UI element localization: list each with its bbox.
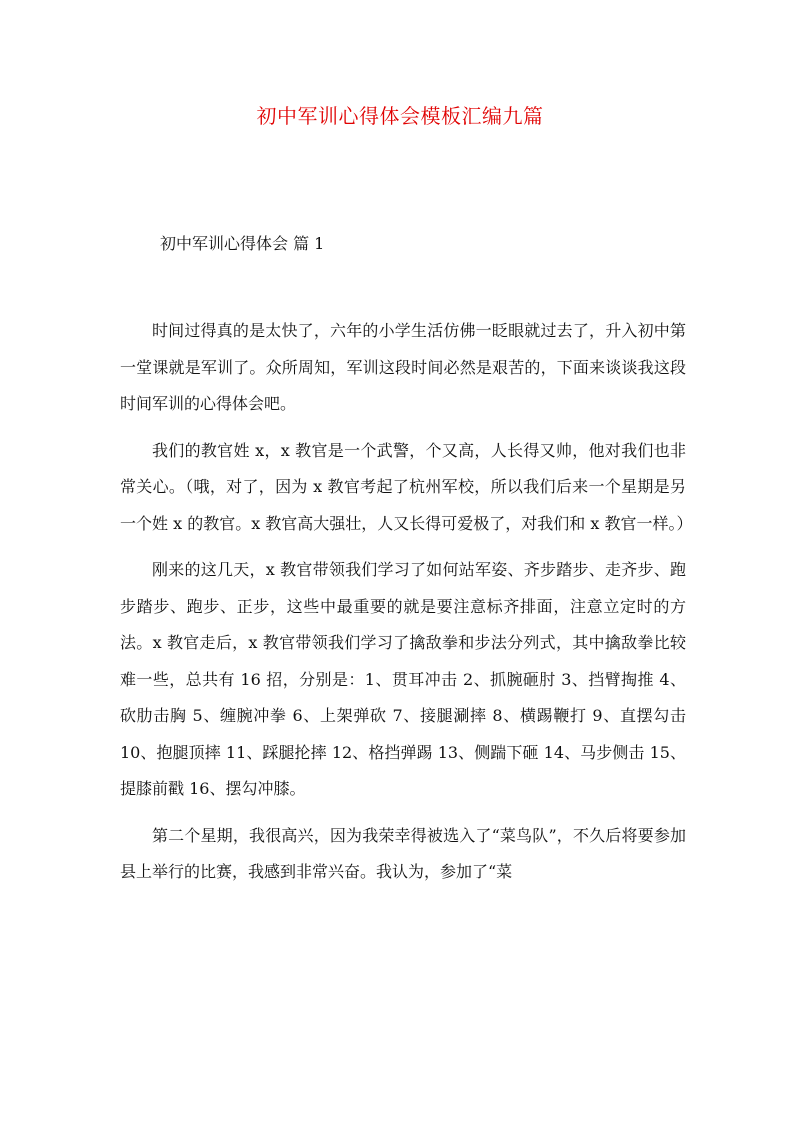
section-heading: 初中军训心得体会 篇 1: [160, 234, 325, 253]
document-title: 初中军训心得体会模板汇编九篇: [256, 104, 544, 128]
paragraph: 第二个星期，我很高兴，因为我荣幸得被选入了“菜鸟队”，不久后将要参加县上举行的比赛，我感到非常兴奋。我认为，参加了“菜: [120, 825, 686, 881]
document-body: [120, 313, 693, 901]
paragraph: 我们的教官姓 x，x 教官是一个武警，个又高，人长得又帅，他对我们也非常关心。（哦，对了，因为 x 教官考起了杭州军校，所以我们后来一个星期是另一个姓 x 的教官。x 教官高大强壮，人又长得可爱极了，对我们和 x 教官一样。）: [120, 440, 693, 533]
paragraph: 刚来的这几天，x 教官带领我们学习了如何站军姿、齐步踏步、走齐步、跑步踏步、跑步、正步，这些中最重要的就是要注意标齐排面，注意立定时的方法。x 教官走后，x 教官带领我们学习了擒敌拳和步法分列式，其中擒敌拳比较难一些，总共有 16 招，分别是：1、贯耳冲击 2、抓腕砸肘 3、挡臂掏推 4、砍肋击胸 5、缠腕冲拳 6、上架弹砍 7、接腿涮摔 8、横踢鞭打 9、直摆勾击 10、抱腿顶摔 11、踩腿抡摔 12、格挡弹踢 13、侧踹下砸 14、马步侧击 15、提膝前戳 16、摆勾冲膝。: [120, 560, 686, 798]
paragraph: 时间过得真的是太快了，六年的小学生活仿佛一眨眼就过去了，升入初中第一堂课就是军训了。众所周知，军训这段时间必然是艰苦的，下面来谈谈我这段时间军训的心得体会吧。: [120, 321, 686, 413]
